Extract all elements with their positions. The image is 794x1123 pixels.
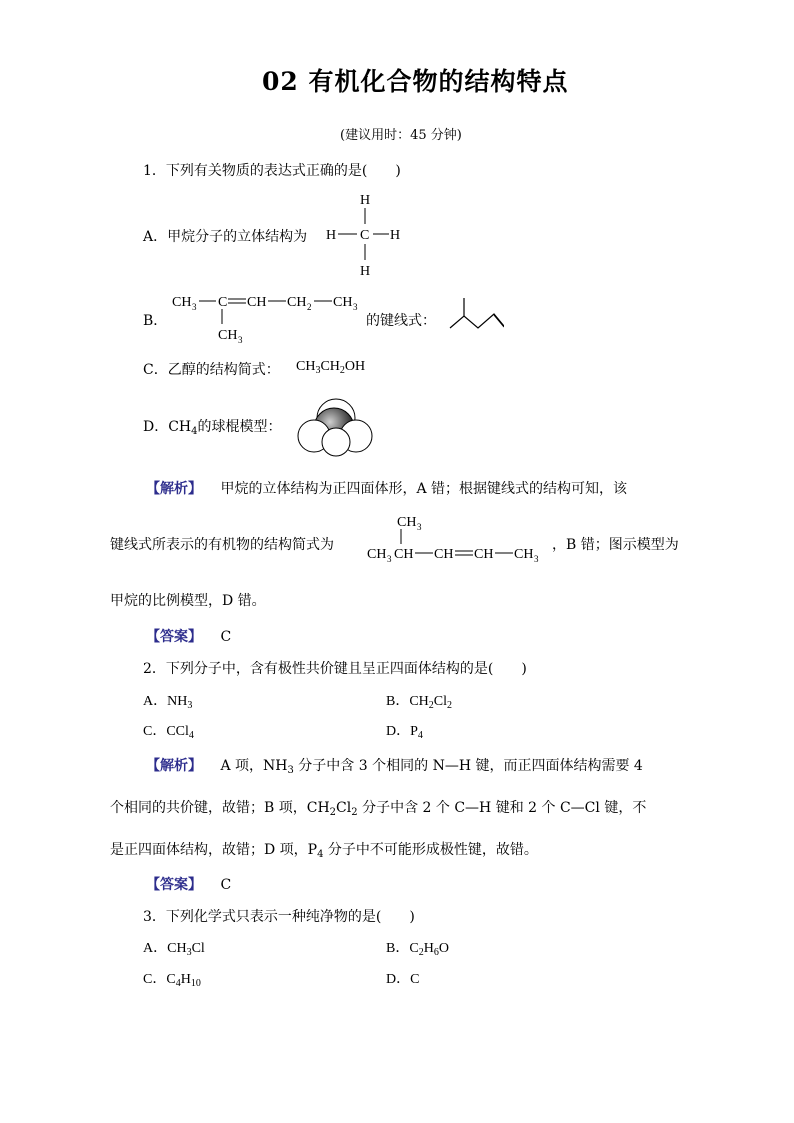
atom-h-left: H xyxy=(326,228,337,243)
q1-b-suffix: 的键线式： xyxy=(366,313,436,329)
q1-analysis-line2-post: ，B 错；图示模型为 xyxy=(552,537,679,553)
q2-option-b: B．$CH_2Cl_2$ xyxy=(386,694,453,711)
atom-h-bottom: H xyxy=(360,264,371,279)
an-ch3-left: CH xyxy=(367,547,387,562)
time-note: (建议用时：45 分钟) xyxy=(340,128,462,143)
q3-option-d: D．C xyxy=(386,972,420,987)
analysis-text: 甲烷的立体结构为正四面体形，A 错；根据键线式的结构可知，该 xyxy=(220,481,628,497)
b-ch3-branch: CH xyxy=(218,328,238,343)
b-ch3-left-sub: 3 xyxy=(192,302,197,312)
an-ch-3: CH xyxy=(474,547,494,562)
atom-h-top: H xyxy=(360,193,371,208)
q1-b-condensed-structure xyxy=(170,288,366,346)
q1-stem: 1．下列有关物质的表达式正确的是( ) xyxy=(143,163,401,179)
an-ch-2: CH xyxy=(434,547,454,562)
q3-option-a: A．$CH_3Cl$ xyxy=(143,941,205,958)
b-ch3-right: CH xyxy=(333,295,353,310)
ethanol-formula: $CH_3CH_2OH$ xyxy=(296,359,366,376)
b-ch: CH xyxy=(247,295,267,310)
q2-answer xyxy=(146,874,231,894)
q2-analysis-line2: 个相同的共价键，故错；B 项，$CH_2Cl_2$ 分子中含 2 个 C—H 键和 2 个 C—Cl 键，不 xyxy=(110,800,647,818)
an-ch3-left-sub: 3 xyxy=(387,554,392,564)
q3-option-b: B．$C_2H_6O$ xyxy=(386,941,449,958)
q1-option-c-formula xyxy=(296,359,365,376)
answer-tag: 【答案】 xyxy=(146,629,202,645)
b-ch3-right-sub: 3 xyxy=(353,302,358,312)
b-ch2-sub: 2 xyxy=(307,302,312,312)
atom-h-right: H xyxy=(390,228,401,243)
analysis-tag: 【解析】 xyxy=(146,481,202,497)
page-title: 02 有机化合物的结构特点 xyxy=(262,67,569,96)
q2-stem: 2．下列分子中，含有极性共价键且呈正四面体结构的是( ) xyxy=(143,661,527,677)
d-label-post: 的球棍模型： xyxy=(197,419,282,435)
q1-analysis-line2-pre: 键线式所表示的有机物的结构简式为 xyxy=(110,537,334,553)
d-label-pre: D．CH xyxy=(143,419,192,435)
q2-analysis-line3: 是正四面体结构，故错；D 项，$P_4$ 分子中不可能形成极性键，故错。 xyxy=(110,842,538,860)
atom-c: C xyxy=(360,228,370,243)
answer-value: C xyxy=(220,877,232,893)
methane-space-filling-model xyxy=(296,392,376,458)
b-c: C xyxy=(218,295,228,310)
skeletal-chain xyxy=(450,314,504,328)
b-ch2: CH xyxy=(287,295,307,310)
q1-analysis-structure xyxy=(367,510,552,568)
answer-tag: 【答案】 xyxy=(146,877,202,893)
q2-analysis-line1 xyxy=(146,755,643,776)
q1-option-b-label: B． xyxy=(143,313,168,329)
q1-option-d-label xyxy=(143,416,282,437)
methane-structure-diagram xyxy=(326,188,406,280)
q1-option-a-label: A．甲烷分子的立体结构为 xyxy=(143,229,308,245)
b-ch3-branch-sub: 3 xyxy=(238,335,243,345)
q2-option-a: A．$NH_3$ xyxy=(143,694,193,711)
b-ch3-left: CH xyxy=(172,295,192,310)
an-ch-1: CH xyxy=(394,547,414,562)
analysis-text: A 项，$NH_3$ 分子中含 3 个相同的 N—H 键，而正四面体结构需要 4 xyxy=(220,758,643,776)
an-ch3-right: CH xyxy=(514,547,534,562)
answer-value: C xyxy=(220,629,232,645)
d-label-sub: 4 xyxy=(191,426,198,437)
an-ch3-top: CH xyxy=(397,515,417,530)
q2-option-c: C．CCl$_4$ xyxy=(143,724,194,741)
h-atom-front xyxy=(322,428,350,456)
q3-option-c: C．$C_4H_{10}$ xyxy=(143,972,201,989)
q3-stem: 3．下列化学式只表示一种纯净物的是( ) xyxy=(143,909,415,925)
q1-answer xyxy=(146,626,231,646)
q1-analysis-line1 xyxy=(146,478,627,498)
analysis-tag: 【解析】 xyxy=(146,758,202,774)
an-ch3-right-sub: 3 xyxy=(534,554,539,564)
q1-option-c-label: C．乙醇的结构简式： xyxy=(143,362,280,378)
skeletal-formula-icon xyxy=(446,296,504,332)
an-ch3-top-sub: 3 xyxy=(417,522,422,532)
q1-analysis-line3: 甲烷的比例模型，D 错。 xyxy=(110,593,266,609)
skeletal-double xyxy=(494,315,504,327)
q2-option-d: D．$P_4$ xyxy=(386,724,423,741)
